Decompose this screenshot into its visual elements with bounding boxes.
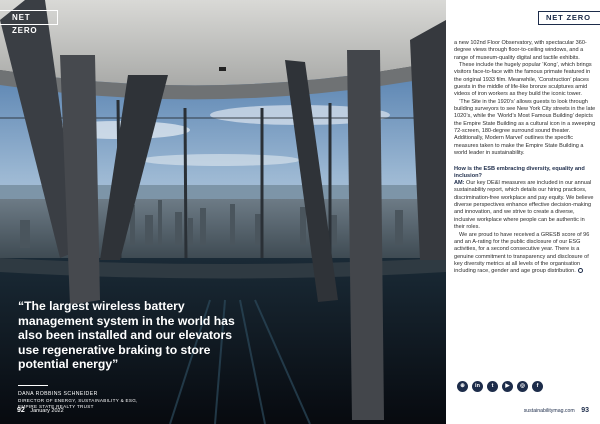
answer-text: Our key DE&I measures are included in our annual sustainability report, which details our hiring practices, discrimination-free workplace and pay equity. We believe diverse perspectives enhance effective decision-making and innovation, and we strive to create a diverse, inclusive workplace where people can be authentic in their roles. bbox=[454, 180, 594, 231]
linkedin-icon[interactable]: in bbox=[472, 381, 483, 392]
folio-left bbox=[17, 407, 64, 414]
page-number-left: 92 bbox=[17, 407, 25, 414]
page-number-right: 93 bbox=[581, 407, 589, 414]
paragraph-2: These include the hugely popular ‘Kong’, which brings visitors face-to-face with the famous primate featured in the original 1933 film. Meanwhile, ‘Construction’ places guests in the middle of life-like bronze sculptures amid videos of iron workers as they build the iconic tower. bbox=[454, 62, 592, 98]
quote-divider bbox=[18, 385, 48, 386]
text-page bbox=[446, 0, 600, 424]
facebook-icon[interactable]: f bbox=[532, 381, 543, 392]
instagram-icon[interactable]: ◎ bbox=[517, 381, 528, 392]
twitter-icon[interactable]: t bbox=[487, 381, 498, 392]
end-mark-icon bbox=[578, 268, 583, 273]
folio-right bbox=[524, 407, 589, 414]
pull-quote bbox=[18, 299, 243, 410]
quote-text: “The largest wireless battery management system in the world has also been installed and our elevators use regenerative braking to store potential energy” bbox=[18, 299, 235, 372]
section-tag-right: NET ZERO bbox=[538, 11, 600, 25]
quote-role-line1: DIRECTOR OF ENERGY, SUSTAINABILITY & ESG, bbox=[18, 397, 138, 403]
youtube-icon[interactable]: ▶ bbox=[502, 381, 513, 392]
site-url[interactable]: sustainabilitymag.com bbox=[523, 408, 575, 414]
quote-role-line2: EMPIRE STATE REALTY TRUST bbox=[18, 403, 94, 409]
section-tag: NET ZERO bbox=[0, 10, 58, 25]
paragraph-5-text: We are proud to have received a GRESB score of 96 and an A-rating for the public disclosure of our ESG activities, for a second consecutive year. There is a genuine commitment to transparency and disclosure of key diversity metrics at all levels of the organisation including race, gender and age group distribution. bbox=[454, 231, 590, 275]
issue-date: January 2022 bbox=[30, 408, 64, 414]
paragraph-5 bbox=[454, 232, 596, 276]
answer-speaker: AM: bbox=[454, 180, 465, 187]
web-icon[interactable]: ⊕ bbox=[457, 381, 468, 392]
interview-question: How is the ESB embracing diversity, equality and inclusion? bbox=[454, 165, 585, 179]
paragraph-3: ‘The Site in the 1920’s’ allows guests to look through building surveyors to see New York City streets in the late 1020’s, while the ‘World’s Most Famous Building’ depicts the Empire State Building as a cultural icon in a sweeping 72-screen, 180-degree surround sound theater. Additionally, Modern Marvel’ outlines the specific measures taken to make the Empire State Building a world leader in sustainability. bbox=[454, 98, 596, 157]
interview-answer bbox=[454, 180, 596, 231]
quote-author: DANA ROBBINS SCHNEIDER bbox=[18, 390, 98, 397]
social-links bbox=[457, 381, 543, 392]
article-column bbox=[454, 40, 596, 276]
paragraph-1: a new 102nd Floor Observatory, with spectacular 360-degree views through floor-to-ceiling windows, and a range of museum-quality digital and tactile exhibits. bbox=[454, 40, 587, 61]
